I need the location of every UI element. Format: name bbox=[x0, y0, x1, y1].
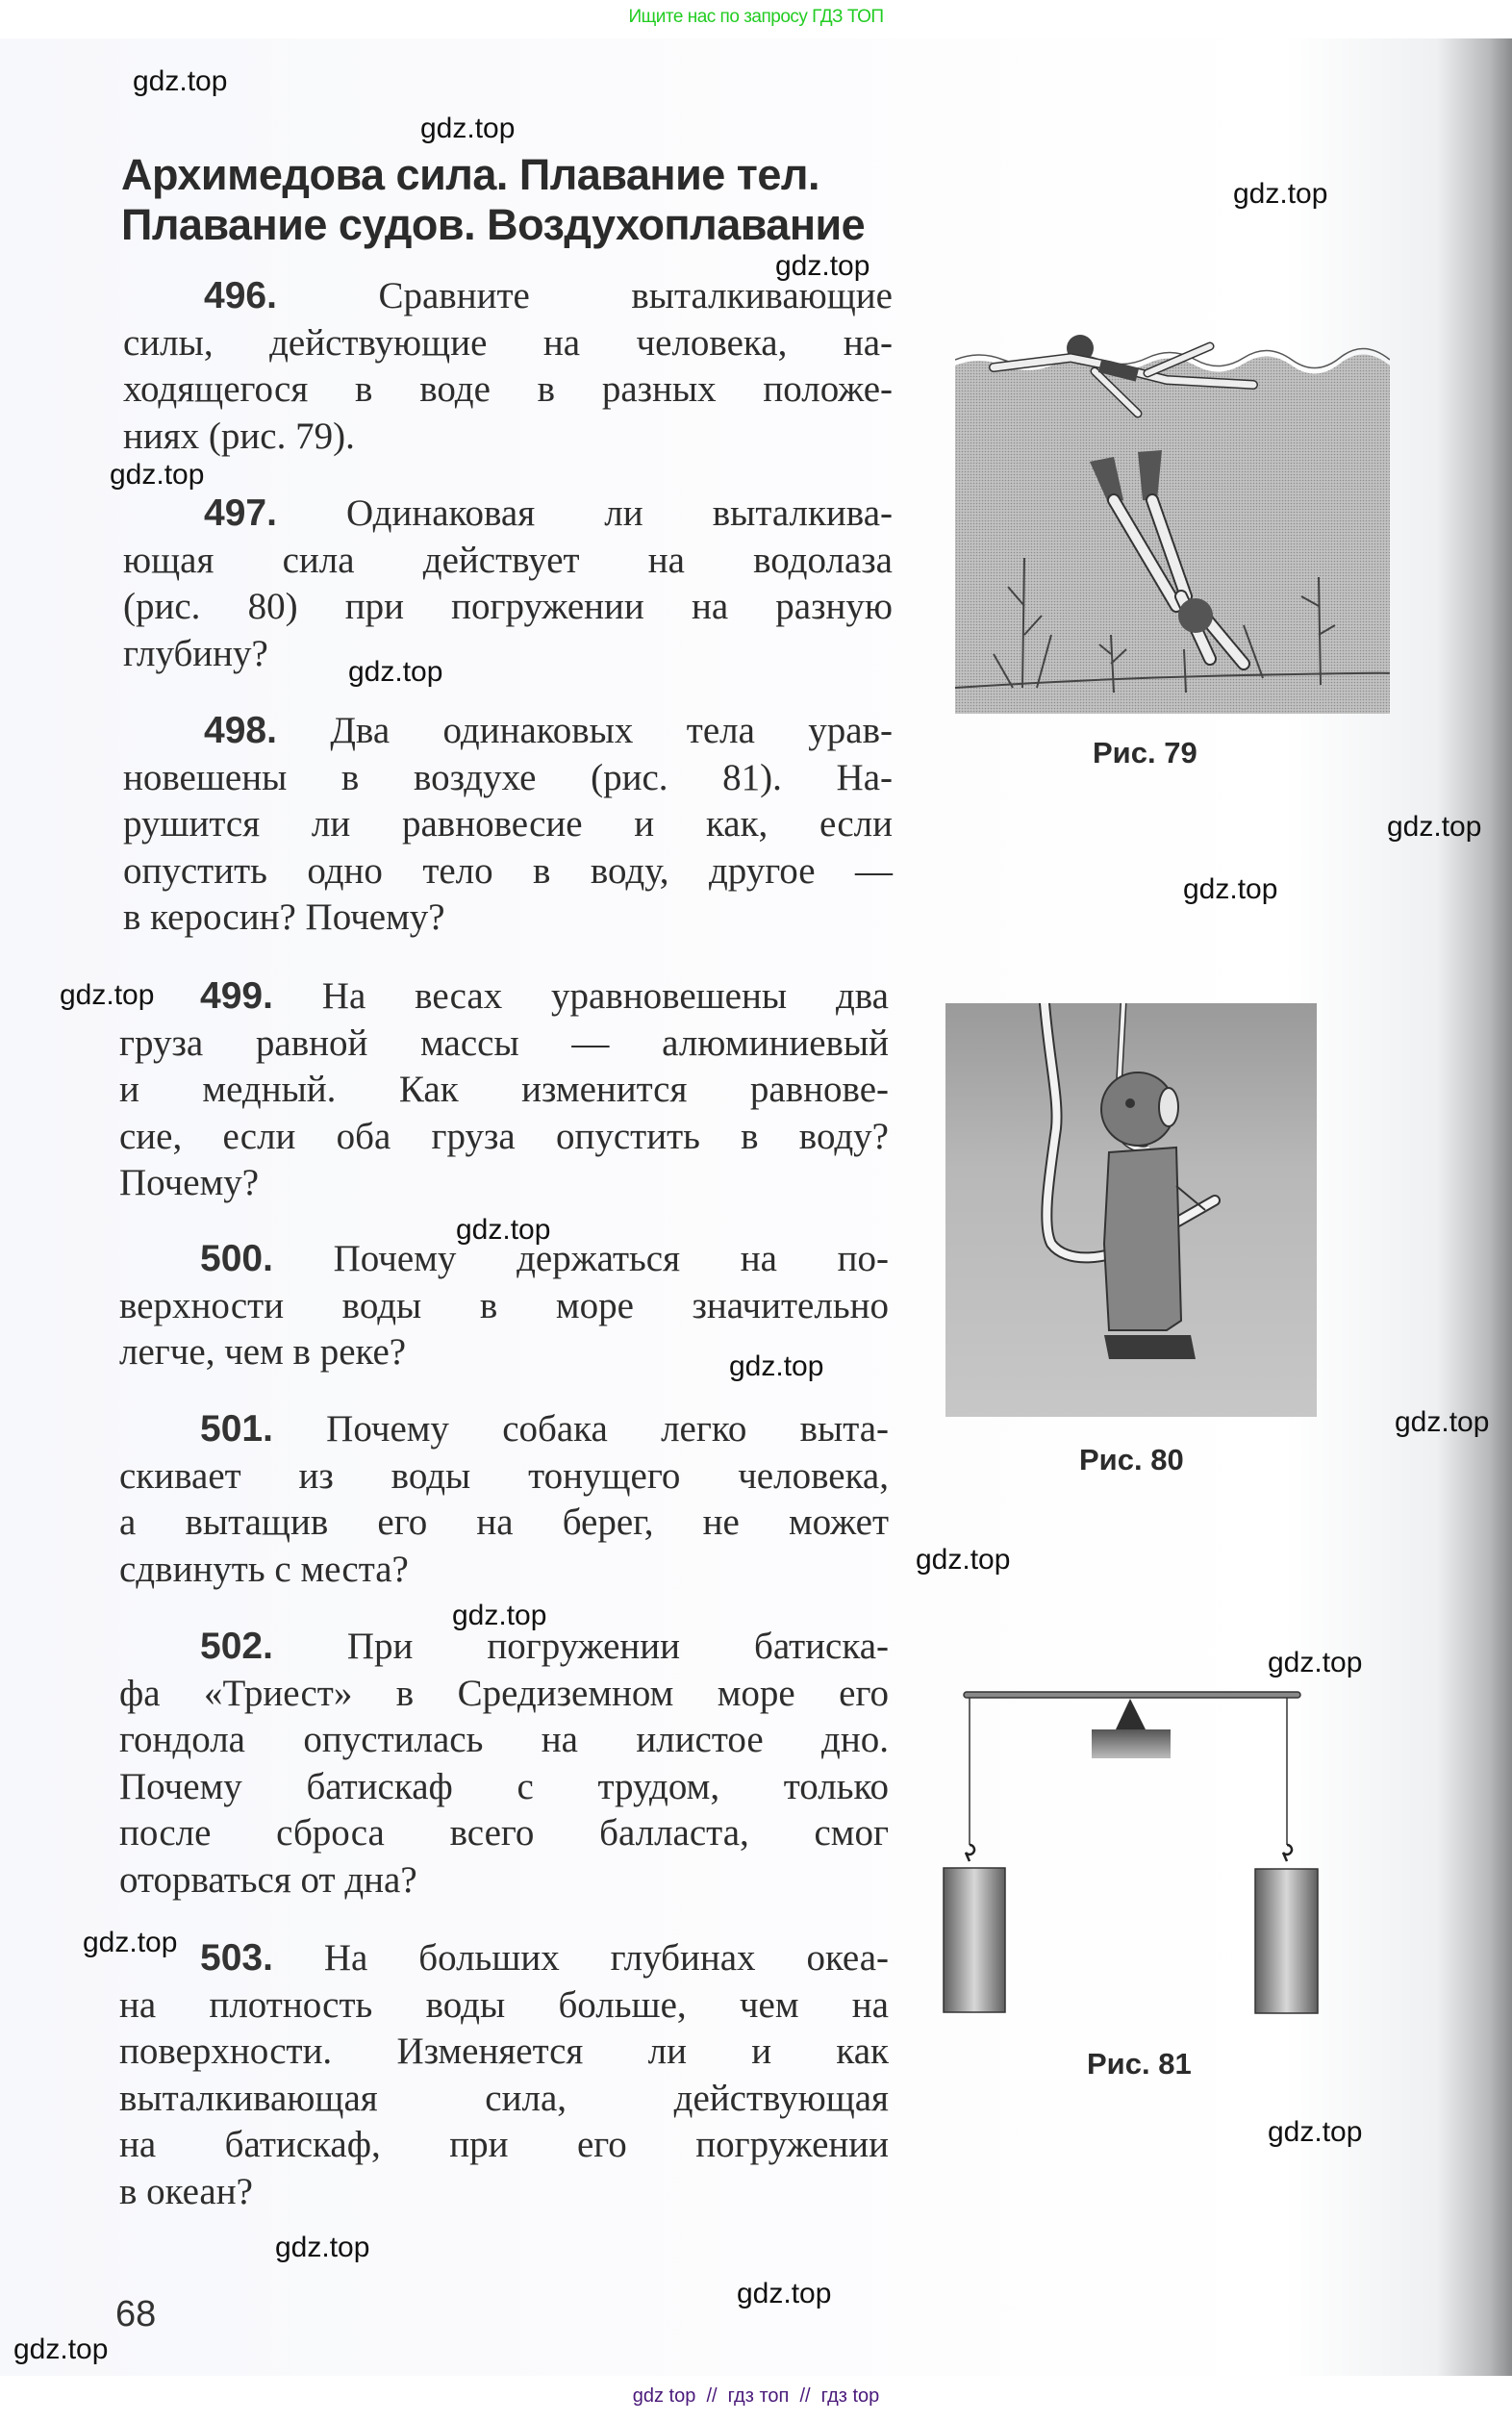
problem-number: 502. bbox=[200, 1626, 273, 1667]
footer-links-text[interactable]: gdz top // гдз топ // гдз top bbox=[632, 2385, 880, 2407]
figure-80-caption: Рис. 80 bbox=[1079, 1443, 1184, 1476]
problem-text-line: Два одинаковых тела урав- bbox=[330, 710, 894, 751]
figure-79-caption: Рис. 79 bbox=[1093, 736, 1197, 769]
problem-text-line: На больших глубинах океа- bbox=[323, 1937, 890, 1979]
problem-text-line: ниях (рис. 79). bbox=[123, 415, 355, 457]
watermark: gdz.top bbox=[1183, 873, 1278, 905]
figure-79 bbox=[955, 317, 1390, 714]
problem-503 bbox=[119, 1935, 889, 2215]
watermark: gdz.top bbox=[60, 979, 155, 1011]
watermark: gdz.top bbox=[456, 1214, 551, 1246]
problem-text-line: Одинаковая ли выталкива- bbox=[346, 492, 893, 534]
problem-text-line: груза равной массы — алюминиевый bbox=[119, 1022, 889, 1064]
problem-number: 498. bbox=[204, 710, 277, 751]
problem-text-line: опустить одно тело в воду, другое — bbox=[123, 849, 893, 892]
problem-number: 496. bbox=[204, 275, 277, 316]
section-title-line2: Плавание судов. Воздухоплавание bbox=[121, 200, 866, 249]
page-number: 68 bbox=[115, 2294, 157, 2334]
problem-text-line: силы, действующие на человека, на- bbox=[123, 321, 893, 364]
problem-496 bbox=[123, 273, 893, 460]
watermark: gdz.top bbox=[737, 2278, 832, 2309]
figure-81-caption: Рис. 81 bbox=[1087, 2047, 1192, 2081]
section-title-line1: Архимедова сила. Плавание тел. bbox=[121, 150, 819, 199]
problem-number: 497. bbox=[204, 492, 277, 534]
problem-text-line: Почему батискаф с трудом, только bbox=[119, 1765, 889, 1807]
problem-text-line: на батискаф, при его погружении bbox=[119, 2124, 889, 2165]
problem-text-line: в океан? bbox=[119, 2170, 253, 2212]
watermark: gdz.top bbox=[1268, 1647, 1363, 1678]
problem-text-line: рушится ли равновесие и как, если bbox=[123, 803, 893, 845]
problem-498 bbox=[123, 708, 893, 942]
problem-text-line: поверхности. Изменяется ли и как bbox=[119, 2031, 889, 2072]
problem-text-line: сдвинуть с места? bbox=[119, 1548, 409, 1590]
figure-80 bbox=[945, 1003, 1317, 1417]
watermark: gdz.top bbox=[729, 1350, 824, 1382]
problem-text-line: гондола опустилась на илистое дно. bbox=[119, 1719, 889, 1760]
problem-497 bbox=[123, 491, 893, 677]
problem-text-line: При погружении батиска- bbox=[346, 1626, 889, 1667]
search-banner bbox=[0, 0, 1512, 38]
problem-text-line: (рис. 80) при погружении на разную bbox=[123, 586, 893, 627]
problem-number: 500. bbox=[200, 1238, 273, 1279]
problem-text-line: глубину? bbox=[123, 632, 268, 674]
problem-text-line: верхности воды в море значительно bbox=[119, 1284, 889, 1326]
balance-illustration bbox=[938, 1683, 1323, 2020]
swimmer-diver-illustration bbox=[955, 317, 1390, 714]
watermark: gdz.top bbox=[1268, 2116, 1363, 2148]
problem-text-line: Почему? bbox=[119, 1162, 260, 1203]
watermark: gdz.top bbox=[13, 2334, 109, 2365]
figure-81 bbox=[938, 1683, 1323, 2020]
problem-text-line: на плотность воды больше, чем на bbox=[119, 1983, 889, 2026]
problem-text-line: Почему держаться на по- bbox=[333, 1238, 889, 1279]
problem-text-line: и медный. Как изменится равнове- bbox=[119, 1069, 889, 1110]
watermark: gdz.top bbox=[133, 65, 228, 97]
problem-text-line: Почему собака легко выта- bbox=[326, 1408, 890, 1450]
watermark: gdz.top bbox=[420, 113, 516, 144]
problem-499 bbox=[119, 973, 889, 1207]
search-banner-text: Ищите нас по запросу ГДЗ ТОП bbox=[628, 7, 884, 27]
watermark: gdz.top bbox=[775, 250, 870, 282]
problem-number: 503. bbox=[200, 1937, 273, 1979]
problem-text-line: выталкивающая сила, действующая bbox=[119, 2077, 889, 2119]
watermark: gdz.top bbox=[916, 1544, 1011, 1576]
problem-text-line: ходящегося в воде в разных положе- bbox=[123, 368, 893, 410]
problem-text-line: скивает из воды тонущего человека, bbox=[119, 1454, 889, 1497]
problem-text-line: оторваться от дна? bbox=[119, 1858, 417, 1901]
problem-text-line: Сравните выталкивающие bbox=[378, 275, 893, 316]
problem-number: 501. bbox=[200, 1408, 273, 1450]
problem-number: 499. bbox=[200, 975, 273, 1017]
problem-text-line: фа «Триест» в Средиземном море его bbox=[119, 1672, 889, 1714]
footer-links[interactable] bbox=[0, 2385, 1512, 2408]
watermark: gdz.top bbox=[452, 1600, 547, 1631]
watermark: gdz.top bbox=[110, 459, 205, 491]
watermark: gdz.top bbox=[348, 656, 443, 688]
problem-text-line: новешены в воздухе (рис. 81). На- bbox=[123, 756, 893, 798]
problem-text-line: после сброса всего балласта, смог bbox=[119, 1812, 889, 1854]
problem-501 bbox=[119, 1406, 889, 1593]
section-title bbox=[121, 150, 865, 250]
problem-502 bbox=[119, 1624, 889, 1904]
watermark: gdz.top bbox=[1233, 178, 1328, 210]
problem-text-line: а вытащив его на берег, не может bbox=[119, 1501, 889, 1543]
problem-text-line: легче, чем в реке? bbox=[119, 1331, 407, 1373]
watermark: gdz.top bbox=[1395, 1406, 1490, 1438]
watermark: gdz.top bbox=[1387, 811, 1482, 843]
problem-text-line: На весах уравновешены два bbox=[321, 975, 889, 1017]
problem-text-line: в керосин? Почему? bbox=[123, 896, 445, 938]
problem-text-line: ющая сила действует на водолаза bbox=[123, 539, 893, 581]
watermark: gdz.top bbox=[275, 2232, 370, 2263]
diver-illustration bbox=[945, 1003, 1317, 1417]
watermark: gdz.top bbox=[83, 1927, 178, 1958]
problem-text-line: сие, если оба груза опустить в воду? bbox=[119, 1115, 889, 1157]
